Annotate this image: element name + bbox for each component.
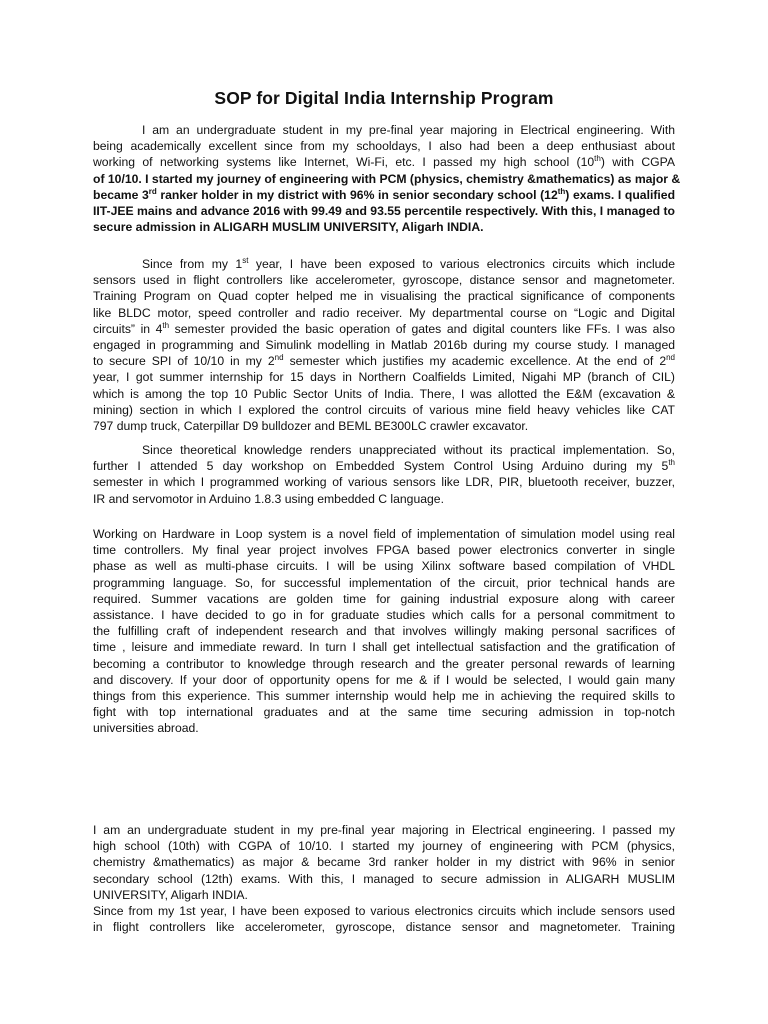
text-line: further I attended 5 day workshop on Embedded System Control Using Arduino during my 5th [93, 458, 675, 474]
text-line: becoming a contributor to knowledge through research and the greater personal rewards of learning [93, 656, 675, 671]
text-line: phase as well as multi-phase circuits. I will be using Xilinx software based compilation of VHDL [93, 559, 675, 574]
text-line: things from this experience. This summer internship would help me in achieving the required skills to [93, 689, 675, 704]
text-line: which is among the top 10 Public Sector Units of India. There, I was allotted the E&M (excavation & [93, 386, 675, 401]
document-title: SOP for Digital India Internship Program [214, 88, 554, 108]
text-line: Since theoretical knowledge renders unappreciated without its practical implementation. So, [142, 443, 675, 457]
paragraph-intro-short [93, 822, 675, 903]
text-line: 797 dump truck, Caterpillar D9 bulldozer and BEML BE300LC crawler excavator. [93, 419, 529, 434]
paragraph-intro [93, 122, 681, 235]
text-line: Training Program on Quad copter helped me in visualising the practical significance of components [93, 289, 675, 304]
paragraph-experience-short [93, 903, 675, 935]
text-line: high school (10th) with CGPA of 10/10. I started my journey of engineering with PCM (physics, [93, 839, 675, 854]
text-line: Since from my 1st year, I have been exposed to various electronics circuits which include sensors used [93, 904, 675, 918]
text-line: I am an undergraduate student in my pre-final year majoring in Electrical engineering. I passed my [93, 823, 675, 837]
text-line: like BLDC motor, speed controller and radio receiver. My departmental course on “Logic and Digital [93, 305, 675, 320]
text-line: working of networking systems like Internet, Wi-Fi, etc. I passed my high school (10th) with CGPA [93, 154, 675, 170]
text-line: universities abroad. [93, 721, 199, 736]
text-line: secure admission in ALIGARH MUSLIM UNIVERSITY, Aligarh INDIA. [93, 220, 484, 235]
text-line: circuits” in 4th semester provided the basic operation of gates and digital counters like FFs. I was also [93, 320, 675, 336]
text-line: IIT-JEE mains and advance 2016 with 99.49 and 93.55 percentile respectively. With this, I managed to [93, 204, 675, 219]
text-line: Working on Hardware in Loop system is a novel field of implementation of simulation model using real [93, 527, 675, 541]
text-line: of 10/10. I started my journey of engineering with PCM (physics, chemistry &mathematics) as major & [93, 171, 681, 186]
paragraph-experience [93, 256, 675, 434]
text-line: to secure SPI of 10/10 in my 2nd semester which justifies my academic excellence. At the end of 2nd [93, 353, 676, 369]
text-line: became 3rd ranker holder in my district with 96% in senior secondary school (12th) exams. I qualified [93, 186, 676, 202]
text-line: UNIVERSITY, Aligarh INDIA. [93, 887, 248, 902]
text-line: chemistry &mathematics) as major & became 3rd ranker holder in my district with 96% in senior [93, 855, 675, 870]
text-line: required. Summer vacations are golden time for gaining industrial exposure along with career [93, 591, 675, 606]
text-line: semester in which I programmed working of various sensors like LDR, PIR, bluetooth receiver, buzzer, [93, 475, 675, 490]
text-line: secondary school (12th) exams. With this, I managed to secure admission in ALIGARH MUSLIM [93, 871, 675, 886]
paragraph-project [93, 526, 675, 737]
text-line: being academically excellent since from my schooldays, I also had been a deep enthusiast about [93, 139, 675, 154]
text-line: Since from my 1st year, I have been exposed to various electronics circuits which include [142, 255, 675, 271]
text-line: assistance. I have decided to go in for graduate studies which calls for a personal commitment to [93, 608, 675, 623]
text-line: programming language. So, for successful implementation of the circuit, prior technical hands are [93, 575, 675, 590]
text-line: time controllers. My final year project involves FPGA based power electronics converter in single [93, 543, 675, 558]
text-line: engaged in programming and Simulink modelling in Matlab 2016b during my course study. I managed [93, 338, 675, 353]
text-line: and discovery. If your door of opportunity opens for me & if I would be selected, I would gain many [93, 672, 675, 687]
text-line: in flight controllers like accelerometer, gyroscope, distance sensor and magnetometer. Training [93, 920, 675, 935]
text-line: mining) section in which I explored the control circuits of various mine field heavy vehicles like CAT [93, 402, 675, 417]
text-line: fight with top international graduates and at the same time securing admission in top-notch [93, 705, 675, 720]
text-line: time , leisure and immediate reward. In turn I shall get intellectual satisfaction and the gratification of [93, 640, 675, 655]
text-line: IR and servomotor in Arduino 1.8.3 using embedded C language. [93, 491, 444, 506]
text-line: sensors used in flight controllers like accelerometer, gyroscope, distance sensor and magnetometer. [93, 273, 675, 288]
paragraph-workshop [93, 442, 675, 507]
text-line: year, I got summer internship for 15 days in Northern Coalfields Limited, Nigahi MP (branch of CIL) [93, 370, 675, 385]
text-line: the fulfilling craft of independent research and that involves willingly making personal sacrifices of [93, 624, 675, 639]
text-line: I am an undergraduate student in my pre-final year majoring in Electrical engineering. With [142, 123, 675, 137]
